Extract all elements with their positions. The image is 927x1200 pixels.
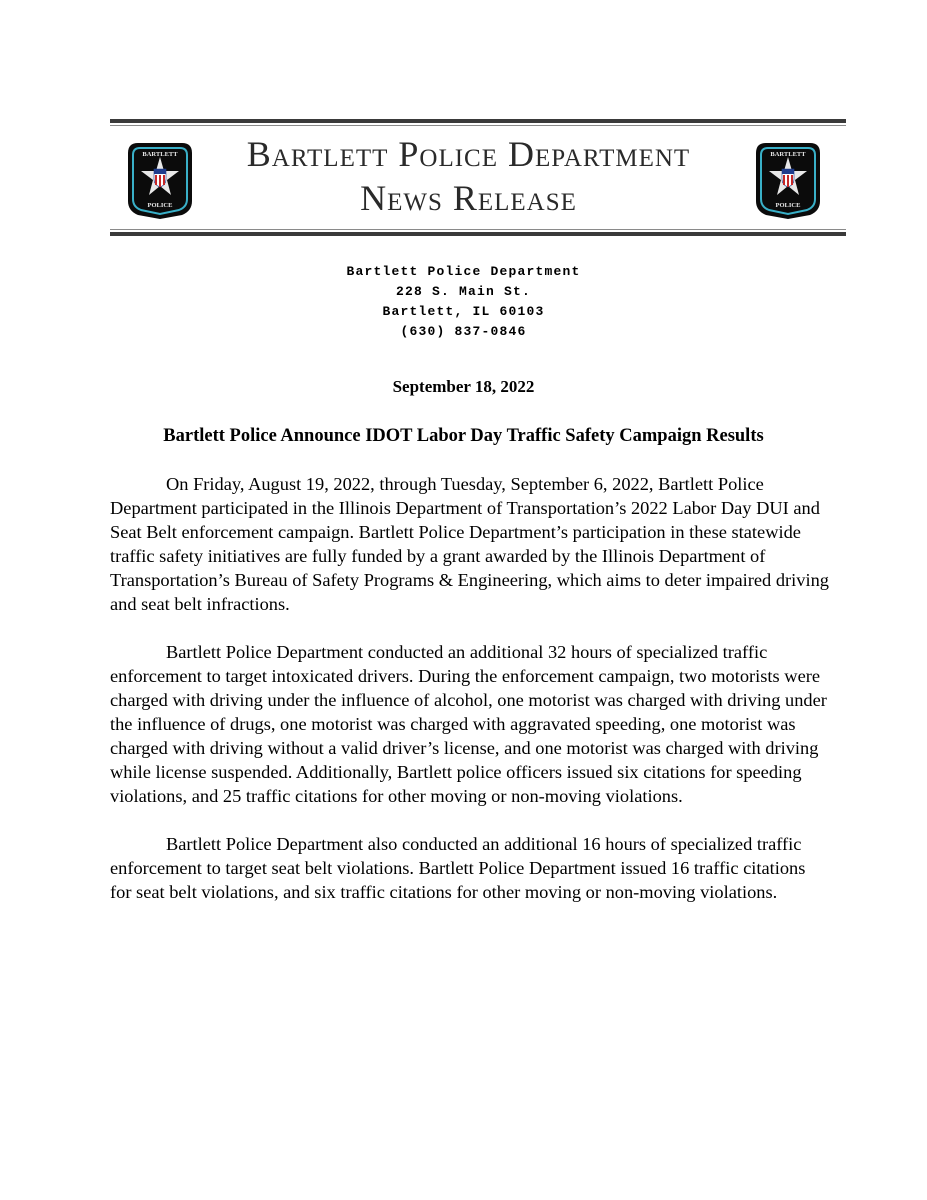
body-paragraph: On Friday, August 19, 2022, through Tuesday, September 6, 2022, Bartlett Police Department participated in the Illinois Department of Transportation’s 2022 Labor Day DUI and Seat Belt enforcement campaign. Bartlett Police Department’s participation in these statewide traffic safety initiatives are fully funded by a grant awarded by the Illinois Department of Transportation’s Bureau of Safety Programs & Engineering, which aims to deter impaired driving and seat belt infractions. — [110, 474, 829, 614]
police-badge-icon — [752, 139, 824, 221]
badge-top-text: BARTLETT — [142, 151, 178, 158]
header-title-line1: Bartlett Police Department — [246, 134, 691, 174]
release-date: September 18, 2022 — [392, 377, 535, 396]
police-badge-logo-right — [752, 139, 824, 221]
badge-bottom-text: POLICE — [147, 202, 173, 209]
address-phone: (630) 837-0846 — [400, 324, 527, 339]
address-org-name: Bartlett Police Department — [346, 264, 581, 279]
badge-bottom-text: POLICE — [775, 202, 801, 209]
badge-top-text: BARTLETT — [770, 151, 806, 158]
address-city-state-zip: Bartlett, IL 60103 — [382, 304, 545, 319]
police-badge-logo-left — [124, 139, 196, 221]
header-bottom-rule — [110, 229, 846, 236]
header-title-block — [196, 132, 741, 220]
address-block — [0, 262, 927, 342]
release-body — [110, 472, 830, 928]
header-top-rule — [110, 119, 846, 126]
release-headline: Bartlett Police Announce IDOT Labor Day Traffic Safety Campaign Results — [163, 426, 764, 446]
body-paragraph: Bartlett Police Department also conducted an additional 16 hours of specialized traffic enforcement to target seat belt violations. Bartlett Police Department issued 16 traffic citations for seat belt violations, and six traffic citations for other moving or non-moving violations. — [110, 834, 806, 902]
police-badge-icon — [124, 139, 196, 221]
header-title-line2: News Release — [360, 178, 577, 218]
body-paragraph: Bartlett Police Department conducted an additional 32 hours of specialized traffic enforcement to target intoxicated drivers. During the enforcement campaign, two motorists were charged with driving under the influence of alcohol, one motorist was charged with driving under the influence of drugs, one motorist was charged with aggravated speeding, one motorist was charged with driving without a valid driver’s license, and one motorist was charged with driving while license suspended. Additionally, Bartlett police officers issued six citations for speeding violations, and 25 traffic citations for other moving or non-moving violations. — [110, 642, 827, 806]
address-street: 228 S. Main St. — [395, 284, 532, 299]
